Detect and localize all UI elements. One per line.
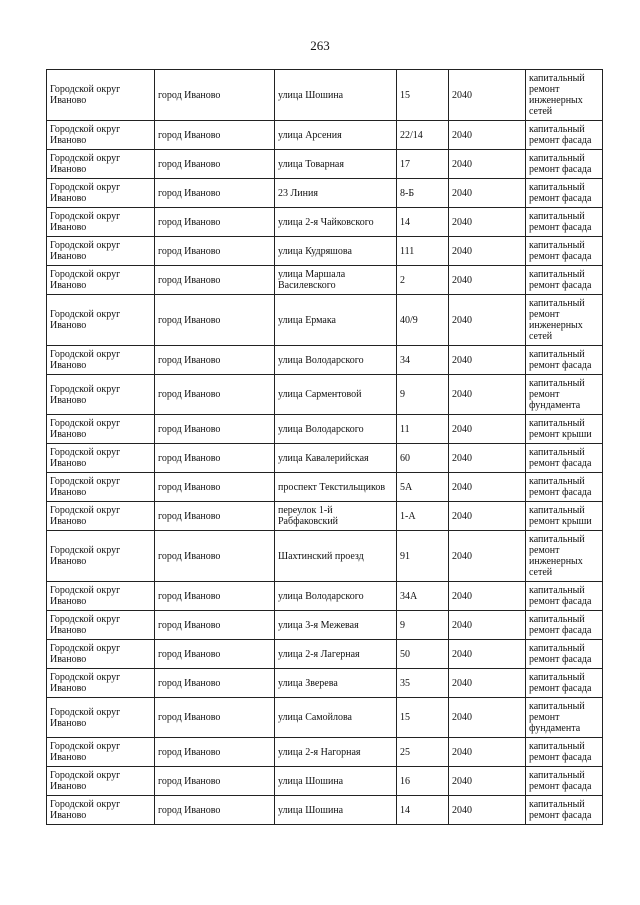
- table-row: [47, 237, 603, 266]
- work-type-cell: капитальный ремонт инженерных сетей: [526, 531, 603, 582]
- house-number-cell: 34: [397, 346, 449, 375]
- year-cell: 2040: [449, 295, 526, 346]
- house-number-cell: 111: [397, 237, 449, 266]
- year-cell: 2040: [449, 611, 526, 640]
- work-type-cell: капитальный ремонт фасада: [526, 208, 603, 237]
- work-type-cell: капитальный ремонт фасада: [526, 611, 603, 640]
- work-type-cell: капитальный ремонт фасада: [526, 640, 603, 669]
- work-type-cell: капитальный ремонт фасада: [526, 266, 603, 295]
- table-row: [47, 698, 603, 738]
- street-cell: улица Кудряшова: [275, 237, 397, 266]
- street-cell: улица Зверева: [275, 669, 397, 698]
- year-cell: 2040: [449, 179, 526, 208]
- work-type-cell: капитальный ремонт фундамента: [526, 375, 603, 415]
- table-row: [47, 640, 603, 669]
- street-cell: улица Маршала Василевского: [275, 266, 397, 295]
- work-type-cell: капитальный ремонт крыши: [526, 415, 603, 444]
- work-type-cell: капитальный ремонт фасада: [526, 121, 603, 150]
- settlement-cell: город Иваново: [155, 698, 275, 738]
- year-cell: 2040: [449, 531, 526, 582]
- street-cell: улица 3-я Межевая: [275, 611, 397, 640]
- work-type-cell: капитальный ремонт фасада: [526, 473, 603, 502]
- work-type-cell: капитальный ремонт фасада: [526, 669, 603, 698]
- municipality-cell: Городской округ Иваново: [47, 237, 155, 266]
- municipality-cell: Городской округ Иваново: [47, 502, 155, 531]
- house-number-cell: 60: [397, 444, 449, 473]
- house-number-cell: 14: [397, 208, 449, 237]
- settlement-cell: город Иваново: [155, 502, 275, 531]
- work-type-cell: капитальный ремонт фасада: [526, 767, 603, 796]
- house-number-cell: 91: [397, 531, 449, 582]
- municipality-cell: Городской округ Иваново: [47, 796, 155, 825]
- street-cell: улица Арсения: [275, 121, 397, 150]
- year-cell: 2040: [449, 698, 526, 738]
- municipality-cell: Городской округ Иваново: [47, 375, 155, 415]
- street-cell: улица Товарная: [275, 150, 397, 179]
- settlement-cell: город Иваново: [155, 611, 275, 640]
- year-cell: 2040: [449, 502, 526, 531]
- street-cell: улица Володарского: [275, 346, 397, 375]
- table-row: [47, 266, 603, 295]
- settlement-cell: город Иваново: [155, 767, 275, 796]
- house-number-cell: 35: [397, 669, 449, 698]
- table-row: [47, 70, 603, 121]
- street-cell: улица Шошина: [275, 796, 397, 825]
- table-row: [47, 295, 603, 346]
- table-row: [47, 473, 603, 502]
- year-cell: 2040: [449, 738, 526, 767]
- table-row: [47, 669, 603, 698]
- year-cell: 2040: [449, 473, 526, 502]
- house-number-cell: 15: [397, 70, 449, 121]
- house-number-cell: 22/14: [397, 121, 449, 150]
- settlement-cell: город Иваново: [155, 531, 275, 582]
- municipality-cell: Городской округ Иваново: [47, 640, 155, 669]
- municipality-cell: Городской округ Иваново: [47, 150, 155, 179]
- municipality-cell: Городской округ Иваново: [47, 767, 155, 796]
- street-cell: улица 2-я Чайковского: [275, 208, 397, 237]
- table-body: [47, 70, 603, 825]
- year-cell: 2040: [449, 640, 526, 669]
- settlement-cell: город Иваново: [155, 70, 275, 121]
- work-type-cell: капитальный ремонт инженерных сетей: [526, 70, 603, 121]
- street-cell: улица Сарментовой: [275, 375, 397, 415]
- year-cell: 2040: [449, 150, 526, 179]
- house-number-cell: 25: [397, 738, 449, 767]
- table-row: [47, 346, 603, 375]
- municipality-cell: Городской округ Иваново: [47, 179, 155, 208]
- table-row: [47, 531, 603, 582]
- municipality-cell: Городской округ Иваново: [47, 346, 155, 375]
- settlement-cell: город Иваново: [155, 179, 275, 208]
- work-type-cell: капитальный ремонт фасада: [526, 237, 603, 266]
- year-cell: 2040: [449, 346, 526, 375]
- house-number-cell: 40/9: [397, 295, 449, 346]
- street-cell: проспект Текстильщиков: [275, 473, 397, 502]
- settlement-cell: город Иваново: [155, 444, 275, 473]
- table-row: [47, 208, 603, 237]
- table-row: [47, 415, 603, 444]
- work-type-cell: капитальный ремонт фасада: [526, 346, 603, 375]
- street-cell: улица Кавалерийская: [275, 444, 397, 473]
- house-number-cell: 8-Б: [397, 179, 449, 208]
- year-cell: 2040: [449, 266, 526, 295]
- house-number-cell: 11: [397, 415, 449, 444]
- work-type-cell: капитальный ремонт фасада: [526, 582, 603, 611]
- settlement-cell: город Иваново: [155, 738, 275, 767]
- year-cell: 2040: [449, 70, 526, 121]
- settlement-cell: город Иваново: [155, 415, 275, 444]
- municipality-cell: Городской округ Иваново: [47, 473, 155, 502]
- settlement-cell: город Иваново: [155, 237, 275, 266]
- settlement-cell: город Иваново: [155, 796, 275, 825]
- table-row: [47, 375, 603, 415]
- street-cell: улица Ермака: [275, 295, 397, 346]
- work-type-cell: капитальный ремонт фундамента: [526, 698, 603, 738]
- table-row: [47, 121, 603, 150]
- year-cell: 2040: [449, 375, 526, 415]
- municipality-cell: Городской округ Иваново: [47, 669, 155, 698]
- settlement-cell: город Иваново: [155, 375, 275, 415]
- municipality-cell: Городской округ Иваново: [47, 415, 155, 444]
- table-row: [47, 502, 603, 531]
- settlement-cell: город Иваново: [155, 640, 275, 669]
- street-cell: улица Володарского: [275, 582, 397, 611]
- house-number-cell: 2: [397, 266, 449, 295]
- year-cell: 2040: [449, 415, 526, 444]
- table-row: [47, 150, 603, 179]
- table-row: [47, 444, 603, 473]
- year-cell: 2040: [449, 767, 526, 796]
- year-cell: 2040: [449, 582, 526, 611]
- municipality-cell: Городской округ Иваново: [47, 70, 155, 121]
- work-type-cell: капитальный ремонт фасада: [526, 444, 603, 473]
- municipality-cell: Городской округ Иваново: [47, 698, 155, 738]
- municipality-cell: Городской округ Иваново: [47, 266, 155, 295]
- year-cell: 2040: [449, 208, 526, 237]
- table-row: [47, 767, 603, 796]
- municipality-cell: Городской округ Иваново: [47, 611, 155, 640]
- table-row: [47, 179, 603, 208]
- table-row: [47, 796, 603, 825]
- house-number-cell: 34А: [397, 582, 449, 611]
- house-number-cell: 15: [397, 698, 449, 738]
- municipality-cell: Городской округ Иваново: [47, 208, 155, 237]
- street-cell: улица Шошина: [275, 767, 397, 796]
- street-cell: 23 Линия: [275, 179, 397, 208]
- work-type-cell: капитальный ремонт фасада: [526, 796, 603, 825]
- settlement-cell: город Иваново: [155, 582, 275, 611]
- page-number: 263: [310, 38, 330, 53]
- street-cell: улица Володарского: [275, 415, 397, 444]
- work-type-cell: капитальный ремонт фасада: [526, 738, 603, 767]
- settlement-cell: город Иваново: [155, 346, 275, 375]
- house-number-cell: 50: [397, 640, 449, 669]
- settlement-cell: город Иваново: [155, 266, 275, 295]
- street-cell: улица 2-я Нагорная: [275, 738, 397, 767]
- house-number-cell: 9: [397, 611, 449, 640]
- house-number-cell: 17: [397, 150, 449, 179]
- year-cell: 2040: [449, 237, 526, 266]
- year-cell: 2040: [449, 121, 526, 150]
- municipality-cell: Городской округ Иваново: [47, 444, 155, 473]
- settlement-cell: город Иваново: [155, 121, 275, 150]
- street-cell: улица Шошина: [275, 70, 397, 121]
- street-cell: переулок 1-й Рабфаковский: [275, 502, 397, 531]
- house-number-cell: 5А: [397, 473, 449, 502]
- work-type-cell: капитальный ремонт фасада: [526, 179, 603, 208]
- house-number-cell: 9: [397, 375, 449, 415]
- street-cell: Шахтинский проезд: [275, 531, 397, 582]
- year-cell: 2040: [449, 444, 526, 473]
- settlement-cell: город Иваново: [155, 473, 275, 502]
- settlement-cell: город Иваново: [155, 669, 275, 698]
- municipality-cell: Городской округ Иваново: [47, 582, 155, 611]
- table-row: [47, 582, 603, 611]
- work-type-cell: капитальный ремонт фасада: [526, 150, 603, 179]
- table-row: [47, 611, 603, 640]
- street-cell: улица 2-я Лагерная: [275, 640, 397, 669]
- repair-schedule-table: [46, 69, 603, 825]
- house-number-cell: 14: [397, 796, 449, 825]
- municipality-cell: Городской округ Иваново: [47, 738, 155, 767]
- year-cell: 2040: [449, 796, 526, 825]
- work-type-cell: капитальный ремонт крыши: [526, 502, 603, 531]
- street-cell: улица Самойлова: [275, 698, 397, 738]
- settlement-cell: город Иваново: [155, 295, 275, 346]
- settlement-cell: город Иваново: [155, 208, 275, 237]
- house-number-cell: 1-А: [397, 502, 449, 531]
- house-number-cell: 16: [397, 767, 449, 796]
- municipality-cell: Городской округ Иваново: [47, 295, 155, 346]
- municipality-cell: Городской округ Иваново: [47, 531, 155, 582]
- year-cell: 2040: [449, 669, 526, 698]
- table-row: [47, 738, 603, 767]
- work-type-cell: капитальный ремонт инженерных сетей: [526, 295, 603, 346]
- settlement-cell: город Иваново: [155, 150, 275, 179]
- municipality-cell: Городской округ Иваново: [47, 121, 155, 150]
